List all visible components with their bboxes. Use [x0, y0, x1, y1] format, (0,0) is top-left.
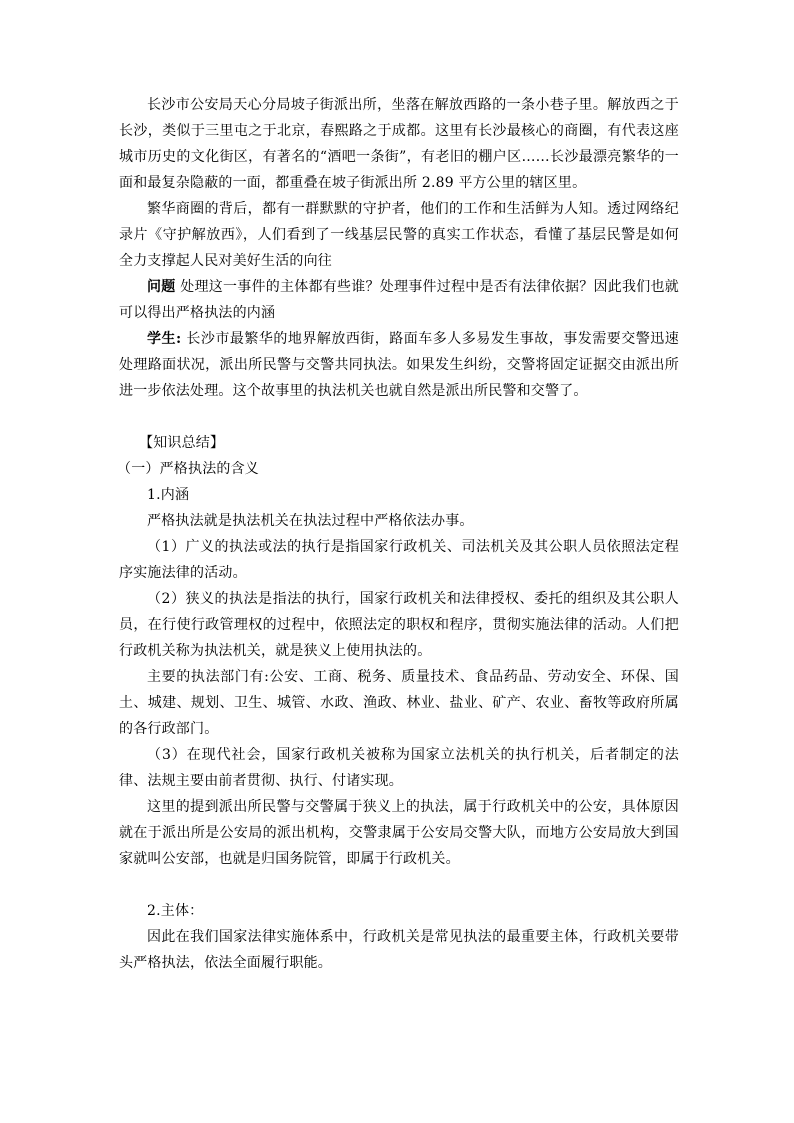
student-text: 长沙市最繁华的地界解放西街，路面车多人多易发生事故，事发需要交警迅速处理路面状况，派出所民警与交警共同执法。如果发生纠纷，交警将固定证据交由派出所进一步依法处理。这个故事里的执法机关也就自然是派出所民警和交警了。	[119, 331, 679, 399]
spacer	[119, 404, 679, 430]
paragraph-question	[119, 274, 679, 326]
departments-text: 主要的执法部门有:公安、工商、税务、质量技术、食品药品、劳动安全、环保、国土、城建、规划、卫生、城管、水政、渔政、林业、盐业、矿产、农业、畜牧等政府所属的各行政部门。	[119, 669, 679, 737]
spacer	[119, 872, 679, 898]
subsection-title-1: 1.内涵	[147, 487, 190, 503]
explanation-text: 这里的提到派出所民警与交警属于狭义上的执法，属于行政机关中的公安，具体原因就在于派出所是公安局的派出机构，交警隶属于公安局交警大队，而地方公安局放大到国家就叫公安部，也就是归国务院管，即属于行政机关。	[119, 799, 679, 867]
paragraph-guardians: 繁华商圈的背后，都有一群默默的守护者，他们的工作和生活鲜为人知。透过网络纪录片《守护解放西》，人们看到了一线基层民警的真实工作状态，看懂了基层民警是如何全力支撑起人民对美好生活的向往	[119, 201, 679, 269]
list-item-1: （1）广义的执法或法的执行是指国家行政机关、司法机关及其公职人员依照法定程序实施法律的活动。	[119, 539, 679, 581]
student-label: 学生:	[147, 331, 182, 347]
definition-text: 严格执法就是执法机关在执法过程中严格依法办事。	[147, 513, 474, 529]
summary-title: 【知识总结】	[139, 435, 225, 451]
list-item-2: （2）狭义的执法是指法的执行，国家行政机关和法律授权、委托的组织及其公职人员，在行使行政管理权的过程中，依照法定的职权和程序，贯彻实施法律的活动。人们把行政机关称为执法机关，就是狭义上使用执法的。	[119, 591, 679, 659]
subsection-title-2: 2.主体：	[147, 903, 204, 919]
list-item-3: （3）在现代社会，国家行政机关被称为国家立法机关的执行机关，后者制定的法律、法规主要由前者贯彻、执行、付诸实现。	[119, 747, 679, 789]
section-title: （一）严格执法的含义	[117, 461, 259, 477]
document-page	[119, 92, 679, 976]
paragraph-student	[119, 326, 679, 404]
subject-text: 因此在我们国家法律实施体系中，行政机关是常见执法的最重要主体，行政机关要带头严格执法，依法全面履行职能。	[119, 929, 679, 971]
question-text: 处理这一事件的主体都有些谁？处理事件过程中是否有法律依据？因此我们也就可以得出严格执法的内涵	[119, 279, 679, 321]
paragraph-intro: 长沙市公安局天心分局坡子街派出所，坐落在解放西路的一条小巷子里。解放西之于长沙，类似于三里屯之于北京，春熙路之于成都。这里有长沙最核心的商圈，有代表这座城市历史的文化街区，有著名的“酒吧一条街”，有老旧的棚户区……长沙最漂亮繁华的一面和最复杂隐蔽的一面，都重叠在坡子街派出所 2.89 平方公里的辖区里。	[119, 97, 679, 191]
question-label: 问题	[147, 279, 176, 295]
